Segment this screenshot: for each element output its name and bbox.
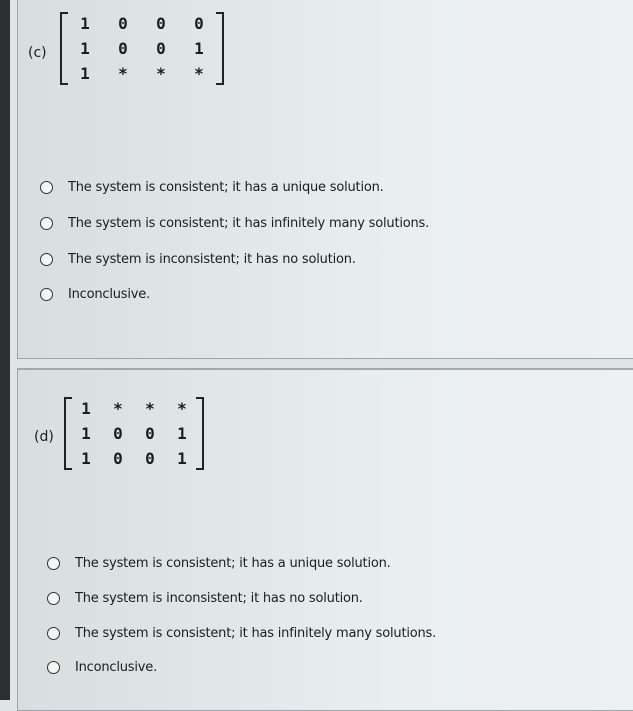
option-c-inconclusive[interactable] [40,287,150,302]
matrix-c [60,12,224,85]
question-d-label: (d) [34,429,54,445]
matrix-cell: 0 [156,39,166,58]
matrix-cell: 1 [81,424,91,443]
matrix-d [64,397,204,470]
screen-edge [0,0,10,700]
option-text: The system is inconsistent; it has no solution. [68,252,356,267]
matrix-cell: 0 [145,424,155,443]
option-text: The system is consistent; it has a unique solution. [68,180,384,195]
option-text: Inconclusive. [75,660,158,675]
matrix-cell: 0 [118,39,128,58]
matrix-cell: 1 [194,39,204,58]
matrix-cell: 1 [80,39,90,58]
matrix-cell: 1 [177,449,187,468]
matrix-cell: 0 [113,424,123,443]
matrix-cell: 1 [80,64,90,83]
radio-button[interactable] [47,557,60,570]
matrix-cell: 0 [156,14,166,33]
matrix-cell: 1 [81,449,91,468]
option-text: The system is inconsistent; it has no solution. [75,591,363,606]
matrix-cell: 1 [80,14,90,33]
option-d-infinite[interactable] [47,626,436,641]
option-text: The system is consistent; it has infinitely many solutions. [68,216,430,231]
radio-button[interactable] [40,288,53,301]
matrix-cell: * [145,399,155,418]
matrix-cell: 1 [81,399,91,418]
matrix-cell: 0 [118,14,128,33]
radio-button[interactable] [47,627,60,640]
option-d-inconclusive[interactable] [47,660,157,675]
matrix-cell: * [194,64,204,83]
option-c-unique[interactable] [40,180,384,195]
matrix-cell: * [177,399,187,418]
matrix-cell: 0 [113,449,123,468]
matrix-cell: * [118,64,128,83]
radio-button[interactable] [47,592,60,605]
option-d-unique[interactable] [47,556,391,571]
matrix-cell: * [156,64,166,83]
option-text: The system is consistent; it has infinitely many solutions. [75,626,437,641]
matrix-cell: * [113,399,123,418]
option-c-inconsistent[interactable] [40,252,356,267]
option-text: The system is consistent; it has a unique solution. [75,556,391,571]
option-text: Inconclusive. [68,287,151,302]
matrix-cell: 0 [194,14,204,33]
option-d-inconsistent[interactable] [47,591,363,606]
option-c-infinite[interactable] [40,216,429,231]
matrix-cell: 1 [177,424,187,443]
radio-button[interactable] [40,181,53,194]
matrix-cell: 0 [145,449,155,468]
radio-button[interactable] [47,661,60,674]
radio-button[interactable] [40,217,53,230]
question-c-label: (c) [28,45,47,61]
radio-button[interactable] [40,253,53,266]
